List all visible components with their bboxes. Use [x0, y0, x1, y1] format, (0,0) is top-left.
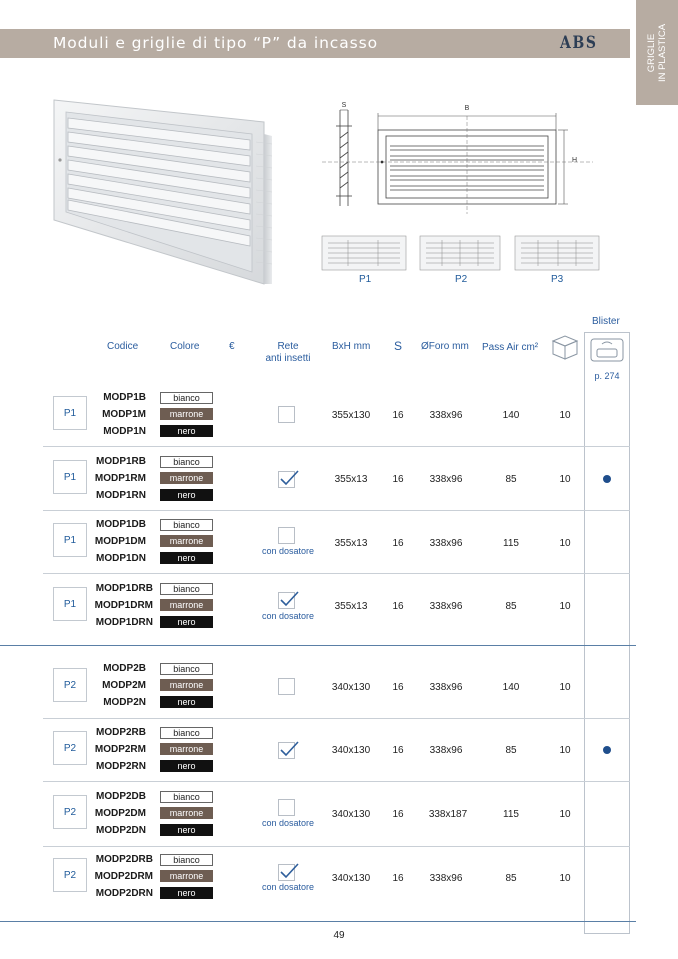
product-code: MODP1RB	[95, 456, 146, 467]
pack-qty-value: 10	[559, 809, 571, 820]
dim-h-label: H	[572, 157, 578, 164]
dosatore-note: con dosatore	[261, 882, 315, 892]
product-code: MODP2RN	[95, 761, 146, 772]
dosatore-note: con dosatore	[261, 546, 315, 556]
rete-checkbox-empty	[278, 799, 295, 816]
foro-value: 338x96	[429, 601, 463, 612]
pack-qty-value: 10	[559, 474, 571, 485]
group-separator	[0, 645, 636, 646]
type-badge: P1	[53, 396, 87, 430]
column-header-s: S	[394, 339, 403, 353]
s-value: 16	[392, 745, 404, 756]
bxh-value: 355x13	[334, 601, 368, 612]
color-swatch-brown: marrone	[160, 679, 213, 691]
blister-page-ref: p. 274	[594, 371, 620, 381]
page-number: 49	[333, 930, 345, 941]
rete-checkbox-empty	[278, 527, 295, 544]
s-value: 16	[392, 809, 404, 820]
blister-available-dot	[603, 475, 611, 483]
dosatore-note: con dosatore	[261, 818, 315, 828]
rete-check-icon	[278, 469, 300, 489]
foro-value: 338x96	[429, 474, 463, 485]
product-code: MODP2RM	[94, 744, 146, 755]
s-value: 16	[392, 474, 404, 485]
type-badge: P1	[53, 460, 87, 494]
blister-available-dot	[603, 746, 611, 754]
pass-air-value: 140	[502, 682, 520, 693]
pass-air-value: 85	[505, 601, 517, 612]
blister-column	[584, 332, 630, 934]
product-code: MODP1DRM	[94, 600, 153, 611]
color-swatch-white: bianco	[160, 727, 213, 739]
color-swatch-brown: marrone	[160, 408, 213, 420]
pass-air-value: 140	[502, 410, 520, 421]
color-swatch-white: bianco	[160, 663, 213, 675]
bxh-value: 340x130	[331, 873, 371, 884]
product-code: MODP1N	[103, 426, 146, 437]
color-swatch-black: nero	[160, 616, 213, 628]
row-separator	[43, 573, 630, 574]
pass-air-value: 85	[505, 873, 517, 884]
pack-qty-value: 10	[559, 873, 571, 884]
blister-pack-icon	[589, 337, 625, 363]
color-swatch-black: nero	[160, 760, 213, 772]
variant-label-p2: P2	[455, 274, 468, 285]
group-separator	[0, 921, 636, 922]
dim-b-label: B	[464, 105, 470, 112]
color-swatch-black: nero	[160, 696, 213, 708]
foro-value: 338x96	[429, 873, 463, 884]
bxh-value: 355x13	[334, 474, 368, 485]
color-swatch-white: bianco	[160, 854, 213, 866]
variant-label-p1: P1	[359, 274, 372, 285]
product-code: MODP2DRM	[94, 871, 153, 882]
rete-check-icon	[278, 740, 300, 760]
color-swatch-brown: marrone	[160, 599, 213, 611]
brand-logo: ABS	[560, 33, 598, 53]
pack-qty-value: 10	[559, 682, 571, 693]
foro-value: 338x96	[429, 745, 463, 756]
type-badge: P1	[53, 587, 87, 621]
product-code: MODP2M	[102, 680, 146, 691]
bxh-value: 355x130	[331, 410, 371, 421]
foro-value: 338x187	[428, 809, 468, 820]
product-code: MODP2B	[103, 663, 146, 674]
package-box-icon	[550, 333, 580, 361]
color-swatch-black: nero	[160, 425, 213, 437]
color-swatch-black: nero	[160, 489, 213, 501]
product-code: MODP2DRN	[95, 888, 153, 899]
row-separator	[43, 781, 630, 782]
foro-value: 338x96	[429, 682, 463, 693]
pass-air-value: 115	[503, 538, 519, 549]
product-code: MODP2DM	[94, 808, 146, 819]
s-value: 16	[392, 538, 404, 549]
color-swatch-brown: marrone	[160, 743, 213, 755]
product-code: MODP1RM	[94, 473, 146, 484]
bxh-value: 355x13	[334, 538, 368, 549]
column-header-foro: ØForo mm	[421, 341, 469, 352]
color-swatch-white: bianco	[160, 583, 213, 595]
rete-checkbox-empty	[278, 678, 295, 695]
product-code: MODP2DN	[95, 825, 146, 836]
pack-qty-value: 10	[559, 745, 571, 756]
row-separator	[43, 446, 630, 447]
product-photo	[42, 92, 277, 292]
pass-air-value: 85	[505, 474, 517, 485]
product-code: MODP2N	[103, 697, 146, 708]
bxh-value: 340x130	[331, 682, 371, 693]
rete-check-icon	[278, 590, 300, 610]
pack-qty-value: 10	[559, 538, 571, 549]
foro-value: 338x96	[429, 410, 463, 421]
row-separator	[43, 510, 630, 511]
technical-drawing	[318, 96, 598, 216]
page-title: Moduli e griglie di tipo “P” da incasso	[53, 34, 378, 52]
pass-air-value: 115	[503, 809, 519, 820]
color-swatch-brown: marrone	[160, 870, 213, 882]
column-header-pass-air: Pass Air cm²	[482, 342, 539, 353]
type-badge: P1	[53, 523, 87, 557]
row-separator	[43, 846, 630, 847]
s-value: 16	[392, 682, 404, 693]
pack-qty-value: 10	[559, 601, 571, 612]
s-value: 16	[392, 873, 404, 884]
column-header-bxh: BxH mm	[332, 341, 371, 352]
color-swatch-black: nero	[160, 552, 213, 564]
s-value: 16	[392, 601, 404, 612]
type-badge: P2	[53, 731, 87, 765]
rete-checkbox-empty	[278, 406, 295, 423]
column-header-blister: Blister	[592, 316, 620, 327]
s-value: 16	[392, 410, 404, 421]
rete-check-icon	[278, 862, 300, 882]
product-code: MODP1DM	[94, 536, 146, 547]
dosatore-note: con dosatore	[261, 611, 315, 621]
column-header-codice: Codice	[107, 341, 139, 352]
product-code: MODP1M	[102, 409, 146, 420]
product-code: MODP1DRN	[95, 617, 153, 628]
color-swatch-white: bianco	[160, 392, 213, 404]
color-swatch-brown: marrone	[160, 535, 213, 547]
color-swatch-white: bianco	[160, 456, 213, 468]
product-code: MODP2DB	[95, 791, 146, 802]
column-header-euro: €	[229, 341, 235, 352]
product-code: MODP2DRB	[95, 854, 153, 865]
product-code: MODP1RN	[95, 490, 146, 501]
type-badge: P2	[53, 668, 87, 702]
variant-label-p3: P3	[551, 274, 564, 285]
color-swatch-black: nero	[160, 887, 213, 899]
color-swatch-white: bianco	[160, 791, 213, 803]
color-swatch-black: nero	[160, 824, 213, 836]
product-code: MODP1DN	[95, 553, 146, 564]
dim-s-label: S	[341, 102, 347, 109]
product-code: MODP1B	[103, 392, 146, 403]
foro-value: 338x96	[429, 538, 463, 549]
type-badge: P2	[53, 858, 87, 892]
bxh-value: 340x130	[331, 809, 371, 820]
product-code: MODP1DRB	[95, 583, 153, 594]
bxh-value: 340x130	[331, 745, 371, 756]
type-badge: P2	[53, 795, 87, 829]
color-swatch-white: bianco	[160, 519, 213, 531]
side-tab-label: GRIGLIE IN PLASTICA	[646, 23, 668, 83]
product-code: MODP1DB	[95, 519, 146, 530]
pack-qty-value: 10	[559, 410, 571, 421]
column-header-rete: Rete anti insetti	[265, 341, 311, 364]
color-swatch-brown: marrone	[160, 807, 213, 819]
color-swatch-brown: marrone	[160, 472, 213, 484]
pass-air-value: 85	[505, 745, 517, 756]
row-separator	[43, 718, 630, 719]
column-header-colore: Colore	[170, 341, 200, 352]
product-code: MODP2RB	[95, 727, 146, 738]
